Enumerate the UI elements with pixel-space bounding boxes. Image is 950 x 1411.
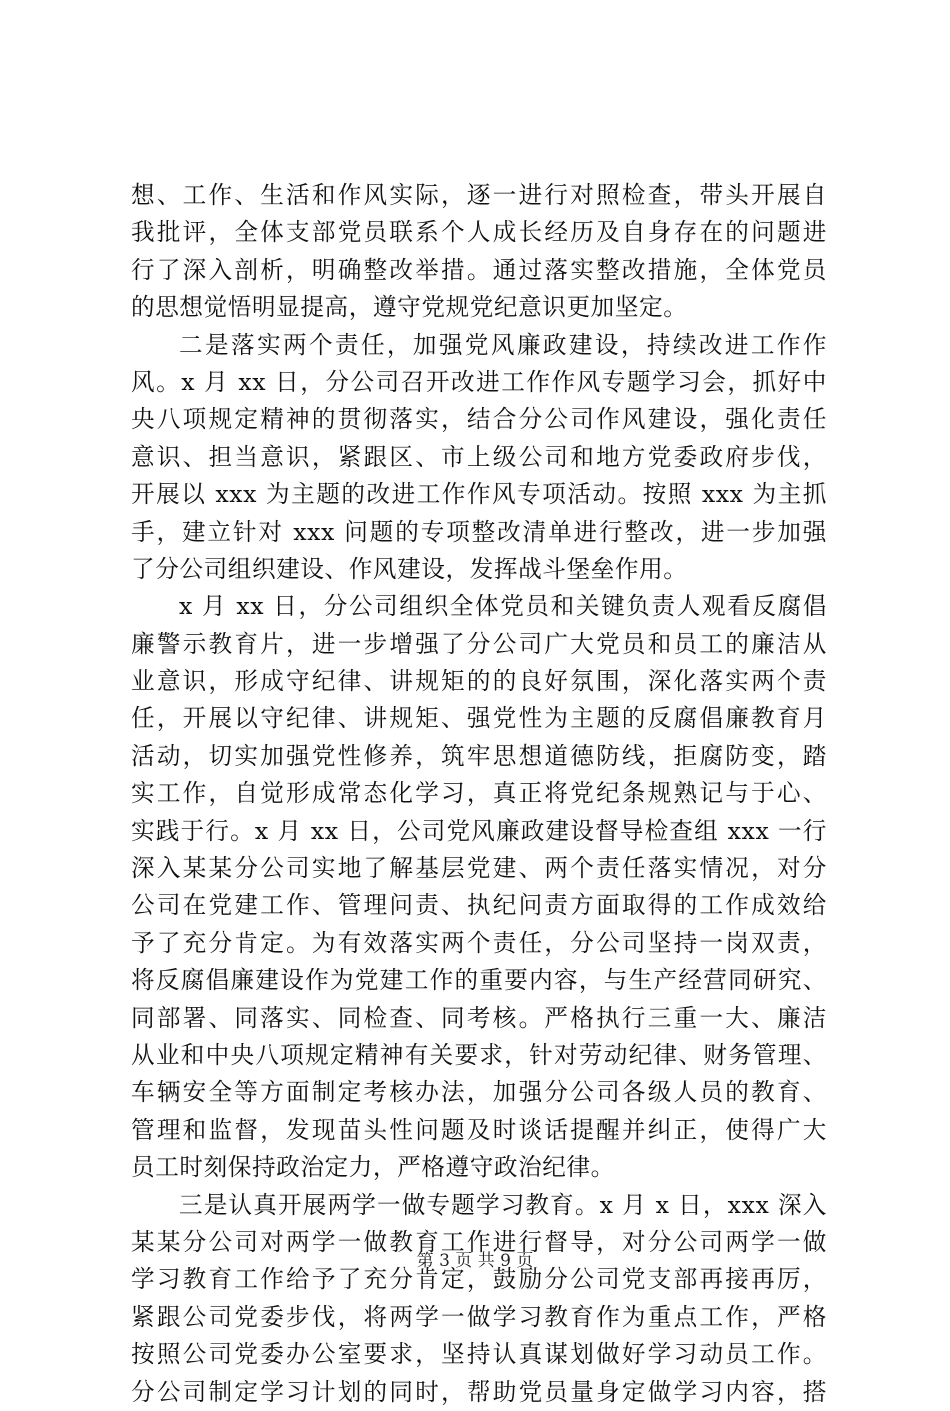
- text-line: 我批评，全体支部党员联系个人成长经历及自身存在的问题进: [131, 218, 827, 247]
- text-line: 意识、担当意识，紧跟区、市上级公司和地方党委政府步伐，: [131, 442, 827, 471]
- text-line: 管理和监督，发现苗头性问题及时谈话提醒并纠正，使得广大: [131, 1115, 827, 1144]
- text-line: 的思想觉悟明显提高，遵守党规党纪意识更加坚定。: [131, 293, 688, 322]
- text-line: 将反腐倡廉建设作为党建工作的重要内容，与生产经营同研究、: [131, 966, 827, 995]
- text-line: 三是认真开展两学一做专题学习教育。x 月 x 日，xxx 深入: [179, 1190, 827, 1219]
- text-line: 想、工作、生活和作风实际，逐一进行对照检查，带头开展自: [131, 181, 827, 209]
- text-line: 深入某某分公司实地了解基层党建、两个责任落实情况，对分: [131, 854, 827, 883]
- text-line: 车辆安全等方面制定考核办法，加强分公司各级人员的教育、: [131, 1078, 827, 1107]
- text-line: 某某分公司对两学一做教育工作进行督导，对分公司两学一做: [131, 1227, 827, 1256]
- text-line: 手，建立针对 xxx 问题的专项整改清单进行整改，进一步加强: [131, 517, 827, 546]
- text-line: x 月 xx 日，分公司组织全体党员和关键负责人观看反腐倡: [179, 592, 827, 621]
- text-line: 公司在党建工作、管理问责、执纪问责方面取得的工作成效给: [131, 891, 827, 920]
- text-line: 开展以 xxx 为主题的改进工作作风专项活动。按照 xxx 为主抓: [131, 480, 827, 509]
- text-line: 任，开展以守纪律、讲规矩、强党性为主题的反腐倡廉教育月: [131, 704, 827, 733]
- text-line: 按照公司党委办公室要求，坚持认真谋划做好学习动员工作。: [131, 1340, 827, 1369]
- text-line: 学习教育工作给予了充分肯定，鼓励分公司党支部再接再厉，: [131, 1265, 827, 1294]
- text-line: 了分公司组织建设、作风建设，发挥战斗堡垒作用。: [131, 554, 688, 583]
- text-line: 从业和中央八项规定精神有关要求，针对劳动纪律、财务管理、: [131, 1040, 827, 1069]
- text-line: 分公司制定学习计划的同时，帮助党员量身定做学习内容，搭: [131, 1377, 827, 1406]
- text-line: 实工作，自觉形成常态化学习，真正将党纪条规熟记与于心、: [131, 779, 827, 808]
- text-line: 业意识，形成守纪律、讲规矩的的良好氛围，深化落实两个责: [131, 667, 827, 696]
- text-line: 风。x 月 xx 日，分公司召开改进工作作风专题学习会，抓好中: [131, 367, 827, 396]
- text-line: 实践于行。x 月 xx 日，公司党风廉政建设督导检查组 xxx 一行: [131, 816, 827, 845]
- text-line: 活动，切实加强党性修养，筑牢思想道德防线，拒腐防变，踏: [131, 741, 827, 770]
- text-line: 央八项规定精神的贯彻落实，结合分公司作风建设，强化责任: [131, 405, 827, 434]
- text-line: 廉警示教育片，进一步增强了分公司广大党员和员工的廉洁从: [131, 629, 827, 658]
- page-footer: 第 3 页 共 9 页: [416, 1251, 534, 1271]
- document-body: [131, 177, 827, 1411]
- text-line: 紧跟公司党委步伐，将两学一做学习教育作为重点工作，严格: [131, 1302, 827, 1331]
- text-line: 员工时刻保持政治定力，严格遵守政治纪律。: [131, 1153, 615, 1182]
- text-line: 行了深入剖析，明确整改举措。通过落实整改措施，全体党员: [131, 255, 827, 284]
- text-line: 同部署、同落实、同检查、同考核。严格执行三重一大、廉洁: [131, 1003, 827, 1032]
- text-line: 予了充分肯定。为有效落实两个责任，分公司坚持一岗双责，: [131, 928, 827, 957]
- text-line: 二是落实两个责任，加强党风廉政建设，持续改进工作作: [179, 330, 827, 359]
